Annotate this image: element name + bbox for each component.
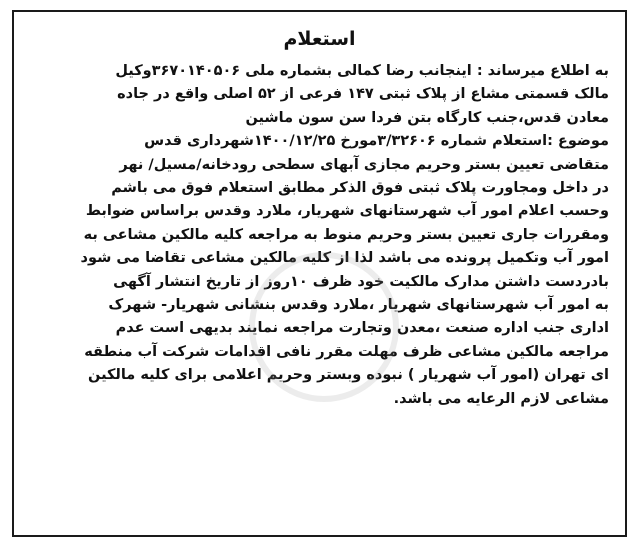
notice-line: امور آب وتکمیل پرونده می باشد لذا از کلیه مالکین مشاعی تقاضا می شود [80,250,609,267]
notice-body [30,60,609,411]
notice-line: ای تهران (امور آب شهریار ) نبوده وبستر وحریم اعلامی برای کلیه مالکین [88,367,609,384]
notice-line: بادردست داشتن مدارک مالکیت خود ظرف ۱۰روز از تاریخ انتشار آگهی [113,273,609,290]
notice-line: معادن قدس،جنب کارگاه بتن فردا سن سون ماشین [245,109,609,126]
notice-line: مالک قسمتی مشاع از پلاک ثبتی ۱۴۷ فرعی از ۵۲ اصلی واقع در جاده [117,86,609,103]
notice-line: اداری جنب اداره صنعت ،معدن وتجارت مراجعه نمایند بدیهی است عدم [115,320,609,337]
notice-title: استعلام [283,28,356,50]
notice-line: در داخل ومجاورت پلاک ثبتی فوق الذکر مطابق استعلام فوق می باشم [111,180,609,197]
notice-line: ومقررات جاری تعیین بستر وحریم منوط به مراجعه کلیه مالکین مشاعی به [83,226,609,243]
notice-line: موضوع :استعلام شماره ۳/۳۲۶۰۶مورخ ۱۴۰۰/۱۲/۲۵شهرداری قدس [144,133,609,150]
notice-line: وحسب اعلام امور آب شهرستانهای شهریار، ملارد وقدس براساس ضوابط [85,203,609,220]
notice-line: به امور آب شهرستانهای شهریار ،ملارد وقدس بنشانی شهریار- شهرک [108,297,609,314]
notice-box [12,10,627,537]
notice-line: به اطلاع میرساند : اینجانب رضا کمالی بشماره ملی ۳۶۷۰۱۴۰۵۰۶وکیل [115,63,609,79]
notice-line: متقاضی تعیین بستر وحریم مجازی آبهای سطحی رودخانه/مسیل/ نهر [119,156,609,173]
notice-line: مشاعی لازم الرعایه می باشد. [393,390,609,407]
notice-line: مراجعه مالکین مشاعی ظرف مهلت مقرر نافی اقدامات شرکت آب منطقه [84,343,609,360]
